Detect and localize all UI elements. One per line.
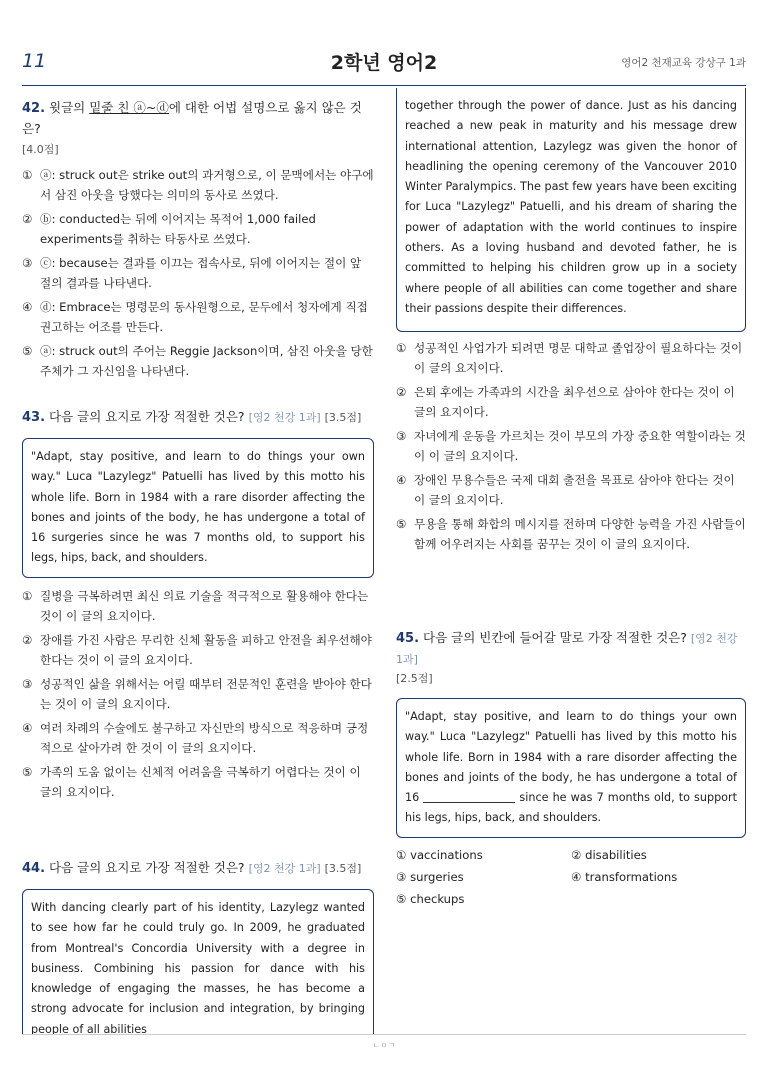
option-mark: ③: [22, 256, 33, 270]
answer-options: [22, 586, 374, 802]
option-mark: ④: [22, 300, 33, 314]
option-text: 무용을 통해 화합의 메시지를 전하며 다양한 능력을 가진 사람들이 함께 어우러지는 사회를 꿈꾸는 것이 이 글의 요지이다.: [414, 517, 746, 551]
passage-box: "Adapt, stay positive, and learn to do things your own way." Luca "Lazylegz" Patuelli has lived by this motto his whole life. Born in 1984 with a rare disorder affecting the bones and joints of the body, he has undergone a total of 16 surgeries since he was 7 months old, to support his legs, hips, back, and shoulders.: [22, 438, 374, 578]
question-points: [4.0점]: [22, 143, 59, 156]
option-text: 은퇴 후에는 가족과의 시간을 최우선으로 삼아야 한다는 것이 이 글의 요지이다.: [414, 385, 735, 419]
answer-option[interactable]: [396, 868, 571, 887]
option-text: 자녀에게 운동을 가르치는 것이 부모의 가장 중요한 역할이라는 것이 이 글의 요지이다.: [414, 429, 746, 463]
question-underlined-text: 밑줄 친 ⓐ~ⓓ: [89, 100, 169, 115]
option-text: ⓑ: conducted는 뒤에 이어지는 목적어 1,000 failed experiments를 취하는 타동사로 쓰였다.: [40, 212, 316, 246]
answer-option[interactable]: [22, 586, 374, 626]
answer-option[interactable]: [22, 253, 374, 293]
answer-option[interactable]: [396, 382, 746, 422]
option-text: 장애인 무용수들은 국제 대회 출전을 목표로 삼아야 한다는 것이 이 글의 요지이다.: [414, 473, 735, 507]
question-43-title: [22, 407, 374, 428]
question-source: [영2 천강 1과]: [396, 632, 738, 666]
question-text: 다음 글의 요지로 가장 적절한 것은?: [49, 409, 245, 424]
question-text-rest: 에 대한 어법 설명으로 옳지 않은 것은?: [22, 100, 362, 136]
question-text: 윗글의: [49, 100, 90, 115]
option-mark: ④: [571, 869, 582, 884]
option-text: 질병을 극복하려면 최신 의료 기술을 적극적으로 활용해야 한다는 것이 이 글의 요지이다.: [40, 588, 369, 623]
answer-option[interactable]: [22, 209, 374, 249]
answer-option[interactable]: [396, 514, 746, 554]
option-text: checkups: [410, 891, 465, 906]
question-source: [영2 천강 1과]: [248, 862, 321, 875]
question-points: [3.5점]: [324, 862, 362, 875]
footer-divider: [22, 1034, 746, 1035]
option-mark: ②: [22, 212, 33, 226]
passage-box: With dancing clearly part of his identity, Lazylegz wanted to see how far he could truly go. In 2009, he graduated from Montreal's Concordia University with a degree in business. Combining his passion for dance with his knowledge of engaging the masses, he has become a strong advocate for inclusion and integration, by bringing people of all abilities: [22, 889, 374, 1035]
answer-options: [22, 165, 374, 381]
question-number: 44.: [22, 861, 46, 876]
option-mark: ①: [22, 588, 33, 603]
answer-option[interactable]: [571, 846, 746, 865]
question-42: [22, 98, 374, 381]
option-mark: ①: [22, 168, 33, 182]
passage-box-continued: together through the power of dance. Just as his dancing reached a new peak in maturity and his message drew international attention, Lazylegz was given the honor of headlining the opening ceremony of the Vancouver 2010 Winter Paralympics. The past few years have been exciting for Luca "Lazylegz" Patuelli, and his dream of sharing the power of adaptation with the world continues to inspire others. As a loving husband and devoted father, he is committed to helping his children grow up in a society where people of all abilities can come together and share their passions despite their differences.: [396, 88, 746, 332]
option-mark: ③: [396, 429, 407, 443]
option-mark: ③: [22, 676, 33, 691]
page-number: 11: [22, 50, 47, 72]
answer-option[interactable]: [396, 846, 571, 865]
document-subtitle: 영어2 천재교육 강상구 1과: [621, 57, 746, 69]
option-mark: ②: [22, 632, 33, 647]
question-number: 45.: [396, 631, 420, 646]
option-mark: ⑤: [396, 517, 407, 531]
footer-mark: ㄴㅇㄱ: [372, 1041, 396, 1050]
answer-options: [396, 846, 746, 909]
answer-option[interactable]: [571, 868, 746, 887]
question-44: [22, 858, 374, 1035]
question-text: 다음 글의 요지로 가장 적절한 것은?: [49, 860, 245, 875]
question-45: [396, 628, 746, 909]
option-text: 장애를 가진 사람은 무리한 신체 활동을 피하고 안전을 최우선해야 한다는 것이 이 글의 요지이다.: [40, 632, 372, 667]
passage-text: "Adapt, stay positive, and learn to do things your own way." Luca "Lazylegz" Patuelli has lived by this motto his whole life. Born in 1984 with a rare disorder affecting the bones and joints of the body, he has undergone a total of 16: [405, 710, 737, 805]
question-number: 42.: [22, 101, 46, 116]
option-mark: ③: [396, 869, 407, 884]
option-text: ⓒ: because는 결과를 이끄는 접속사로, 뒤에 이어지는 절이 앞 절의 결과를 나타낸다.: [40, 256, 362, 290]
answer-option[interactable]: [396, 470, 746, 510]
option-text: disabilities: [585, 847, 647, 862]
option-text: surgeries: [410, 869, 464, 884]
option-mark: ④: [22, 720, 33, 735]
right-column: [396, 88, 746, 906]
option-text: 가족의 도움 없이는 신체적 어려움을 극복하기 어렵다는 것이 이 글의 요지이다.: [40, 764, 361, 799]
option-text: transformations: [585, 869, 678, 884]
answer-options: [396, 338, 746, 554]
blank-line: [423, 791, 515, 803]
option-mark: ②: [396, 385, 407, 399]
answer-option[interactable]: [396, 426, 746, 466]
option-text: ⓐ: struck out은 strike out의 과거형으로, 이 문맥에서는 야구에서 삼진 아웃을 당했다는 의미의 동사로 쓰였다.: [40, 168, 374, 202]
question-44-title: [22, 858, 374, 879]
passage-box: [396, 698, 746, 838]
option-mark: ①: [396, 847, 407, 862]
answer-option[interactable]: [22, 165, 374, 205]
question-text: 다음 글의 빈칸에 들어갈 말로 가장 적절한 것은?: [423, 630, 687, 645]
question-number: 43.: [22, 410, 46, 425]
answer-option[interactable]: [22, 341, 374, 381]
answer-option[interactable]: [396, 338, 746, 378]
option-mark: ⑤: [396, 891, 407, 906]
passage-text-rest: since he was 7 months old, to support his legs, hips, back, and shoulders.: [405, 791, 738, 825]
question-points: [2.5점]: [396, 672, 433, 685]
question-43: [22, 407, 374, 802]
answer-option[interactable]: [22, 674, 374, 714]
option-mark: ①: [396, 341, 407, 355]
question-points: [3.5점]: [324, 411, 362, 424]
option-mark: ⑤: [22, 764, 33, 779]
answer-option[interactable]: [22, 630, 374, 670]
answer-option[interactable]: [396, 890, 571, 909]
answer-option[interactable]: [22, 297, 374, 337]
document-title: 2학년 영어2: [330, 52, 438, 74]
option-mark: ④: [396, 473, 407, 487]
question-42-title: [22, 98, 374, 139]
option-text: 성공적인 삶을 위해서는 어릴 때부터 전문적인 훈련을 받아야 한다는 것이 이 글의 요지이다.: [40, 676, 372, 711]
option-text: ⓐ: struck out의 주어는 Reggie Jackson이며, 삼진 아웃을 당한 주체가 그 자신임을 나타낸다.: [40, 344, 373, 378]
option-text: 성공적인 사업가가 되려면 명문 대학교 졸업장이 필요하다는 것이 이 글의 요지이다.: [414, 341, 743, 375]
option-mark: ⑤: [22, 344, 33, 358]
option-text: 여러 차례의 수술에도 불구하고 자신만의 방식으로 적응하며 긍정적으로 살아가려 한 것이 이 글의 요지이다.: [40, 720, 369, 755]
question-45-title: [396, 628, 746, 670]
answer-option[interactable]: [22, 762, 374, 802]
page-header: [22, 44, 746, 86]
option-text: ⓓ: Embrace는 명령문의 동사원형으로, 문두에서 청자에게 직접 권고하는 어조를 만든다.: [40, 300, 368, 334]
question-source: [영2 천강 1과]: [248, 411, 321, 424]
left-column: [22, 98, 374, 1035]
option-mark: ②: [571, 847, 582, 862]
option-text: vaccinations: [410, 847, 483, 862]
answer-option[interactable]: [22, 718, 374, 758]
